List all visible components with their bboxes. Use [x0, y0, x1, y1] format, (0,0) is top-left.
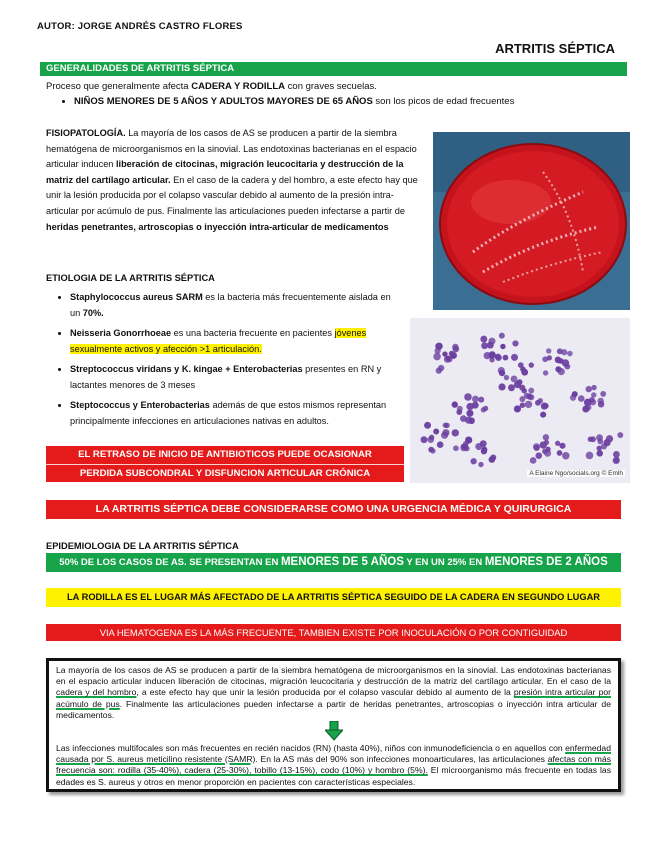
etiologia-list [46, 290, 398, 434]
gram-stain-image [410, 318, 630, 483]
author-line: AUTOR: JORGE ANDRÉS CASTRO FLORES [37, 21, 243, 32]
intro-text: Proceso que generalmente afecta CADERA Y RODILLA con graves secuelas. [46, 81, 377, 92]
summary-paragraph-2: Las infecciones multifocales son más frecuentes en recién nacidos (RN) (hasta 40%), niños con inmunodeficiencia o en aquellos con enfermedad causada por S. aureus meticilino resistente (SAMR). En la AS más del 90% son infecciones monoarticulares, las articulaciones afectas con más frecuencia son: rodilla (35-40%), cadera (25-30%), tobillo (13-15%), codo (10%) y hombro (5%). El microorganismo más frecuente en todas las edades es S. aureus y otros en menor proporción en pacientes con características especiales. [56, 743, 612, 787]
list-item: • Steptococcus y Enterobacterias además de que estos mismos representan principalmente infecciones en articulaciones nativas en adultos. [70, 398, 398, 429]
list-item: • Neisseria Gonorrhoeae es una bacteria frecuente en pacientes jóvenes sexualmente activos y afección >1 articulación. [70, 326, 398, 357]
section-heading-generalidades: GENERALIDADES DE ARTRITIS SÉPTICA [40, 62, 627, 76]
etiologia-heading: ETIOLOGIA DE LA ARTRITIS SÉPTICA [46, 273, 215, 283]
via-band: VIA HEMATOGENA ES LA MÁS FRECUENTE, TAMBIEN EXISTE POR INOCULACIÓN O POR CONTIGUIDAD [46, 624, 621, 641]
urgencia-banner: LA ARTRITIS SÉPTICA DEBE CONSIDERARSE COMO UNA URGENCIA MÉDICA Y QUIRURGICA [46, 500, 621, 519]
list-item: • Streptococcus viridans y K. kingae + Enterobacterias presentes en RN y lactantes menores de 3 meses [70, 362, 398, 393]
age-stats-band: 50% DE LOS CASOS DE AS. SE PRESENTAN EN MENORES DE 5 AÑOS Y EN UN 25% EN MENORES DE 2 AÑOS [46, 553, 621, 572]
list-item: • NIÑOS MENORES DE 5 AÑOS Y ADULTOS MAYORES DE 65 AÑOS son los picos de edad frecuentes [74, 94, 616, 109]
fisiopatologia-paragraph: FISIOPATOLOGÍA. La mayoría de los casos de AS se producen a partir de la siembra hematógena de microorganismos en la sinovial. Las endotoxinas bacterianas en el espacio articular inducen liberación de citocinas, migración leucocitaria y destrucción de la matriz del cartílago articular. En el caso de la cadera y del hombro, a este efecto hay que unir la lesión producida por el colapso vascular debido al aumento de la presión intra-articular por acúmulo de pus. Finalmente las articulaciones pueden infectarse a partir de heridas penetrantes, artroscopias o inyección intra-articular de medicamentos [46, 128, 418, 232]
petri-dish-image [433, 132, 630, 310]
arrow-down-icon [56, 721, 611, 743]
list-item: • Staphylococcus aureus SARM es la bacteria más frecuentemente aislada en un 70%. [70, 290, 398, 321]
summary-box [46, 658, 621, 792]
intro-block [46, 79, 616, 109]
image-caption: A Elaine Ngo/socials.org © Emlh [529, 470, 623, 477]
rodilla-band: LA RODILLA ES EL LUGAR MÁS AFECTADO DE LA ARTRITIS SÉPTICA SEGUIDO DE LA CADERA EN SEGUNDO LUGAR [46, 588, 621, 607]
page-title: ARTRITIS SÉPTICA [495, 41, 615, 56]
epidemiologia-heading: EPIDEMIOLOGIA DE LA ARTRITIS SÉPTICA [46, 541, 239, 551]
summary-paragraph-1: La mayoría de los casos de AS se producen a partir de la siembra hematógena de microorganismos en la sinovial. Las endotoxinas bacterianas en el espacio articular inducen liberación de citocinas, migración leucocitaria y destrucción de la matriz del cartílago articular. En el caso de la cadera y del hombro, a este efecto hay que unir la lesión producida por el colapso vascular debido al aumento de la presión intra articular por acúmulo de pus. Finalmente las articulaciones pueden infectarse a partir de heridas penetrantes, artroscopias o inyección intra articular de medicamentos. [56, 665, 612, 720]
age-bullet-list [46, 94, 616, 109]
retraso-warning: EL RETRASO DE INICIO DE ANTIBIOTICOS PUEDE OCASIONAR PERDIDA SUBCONDRAL Y DISFUNCION ARTICULAR CRÓNICA [46, 446, 404, 482]
